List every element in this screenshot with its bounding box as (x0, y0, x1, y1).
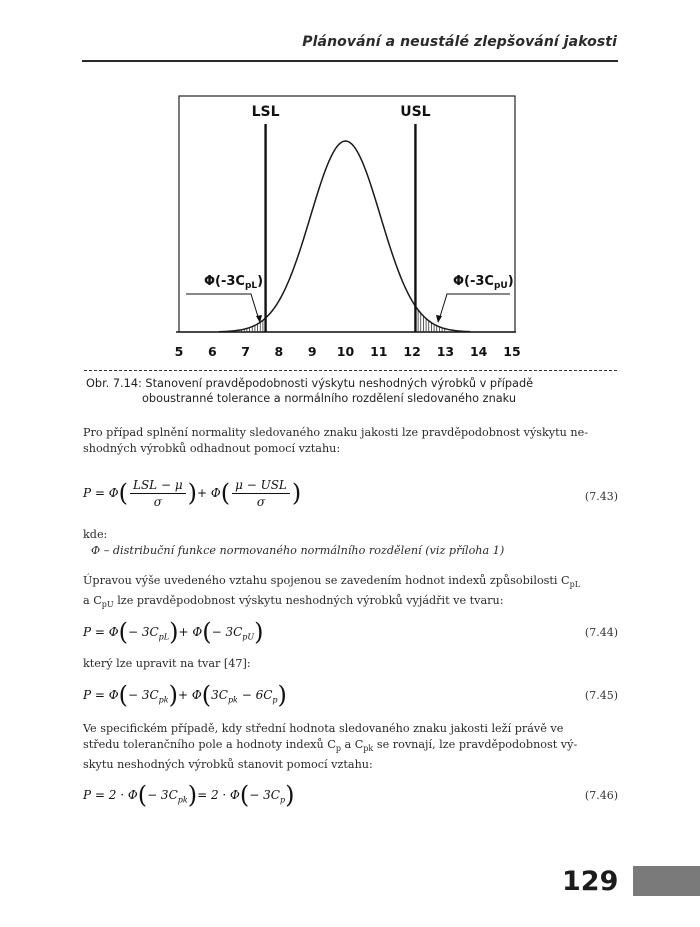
eq745-a: P = Φ (83, 688, 119, 702)
eq746-d: − 3C (249, 788, 280, 802)
chart-frame (179, 96, 515, 332)
p4-line-2 (83, 737, 618, 757)
p2-line-1-text: Úpravou výše uvedeného vztahu spojenou se zavedením hodnot indexů způsobilosti C (83, 574, 570, 587)
x-tick-label: 8 (274, 344, 284, 359)
p2-line-2-pre: a C (83, 594, 102, 608)
p4-sub-pk: pk (363, 744, 374, 754)
eq743-den-1: σ (153, 495, 162, 509)
p1-line-2: shodných výrobků odhadnout pomocí vztahu: (83, 442, 341, 455)
eq745-e: − 6C (237, 688, 273, 702)
eq743-num-1: LSL − μ (130, 478, 186, 494)
x-tick-label: 6 (207, 344, 217, 359)
eq746-ds: p (279, 795, 286, 805)
eq745-number: (7.45) (584, 689, 618, 702)
x-tick-label: 11 (370, 344, 388, 359)
p2-line-2-post: lze pravděpodobnost výskytu neshodných výrobků vyjádřit ve tvaru: (113, 594, 504, 608)
eq746-bs: pk (177, 795, 188, 805)
p4-line-1: Ve specifickém případě, kdy střední hodnota sledovaného znaku jakosti leží právě ve (83, 722, 564, 735)
page-number: 129 (562, 866, 619, 897)
lsl-label: LSL (251, 104, 280, 120)
p4-line-2-pre: středu tolerančního pole a hodnoty indexů C (83, 738, 336, 751)
arrowhead-right (436, 315, 442, 323)
eq745-es: p (272, 695, 278, 705)
eq743-number: (7.43) (584, 490, 618, 503)
equation-7-46: $P = 2 \cdot \Phi(- 3C_{pk})= 2 \cdot \Phi(- 3C_p)$ (7.46) (83, 781, 618, 809)
normal-curve (219, 141, 470, 332)
equation-7-44: $P = \Phi(- 3C_{pL})+ \Phi(- 3C_{pU})$ (7.44) (83, 618, 618, 646)
leader-right (439, 294, 510, 320)
x-tick-label: 15 (503, 344, 521, 359)
usl-label: USL (400, 104, 431, 120)
eq743-lhs: P = Φ (83, 486, 119, 500)
paragraph-4 (83, 721, 618, 773)
caption-line-1: Obr. 7.14: Stanovení pravděpodobnosti výskytu neshodných výrobků v případě (86, 377, 534, 390)
equation-7-43: P = Φ( $\frac{\text{LSL − μ}}{\sigma}$ )+ Φ( $\frac{\text{μ − USL}}{\sigma}$ ) (7.43) (83, 478, 618, 509)
header-rule (82, 60, 618, 62)
annotation-right: $\Phi(-3C_{pU})$ (453, 274, 514, 291)
p2-line-1 (83, 573, 618, 593)
annotation-left: $\Phi(-3C_{pL})$ (204, 274, 264, 291)
eq744-number: (7.44) (584, 626, 618, 639)
page-tab (633, 866, 700, 896)
p3-line: který lze upravit na tvar [47]: (83, 657, 251, 670)
figure-caption (86, 376, 616, 406)
eq744-a: P = Φ (83, 625, 119, 639)
eq744-bs: pL (158, 632, 170, 642)
eq746-b: − 3C (147, 788, 178, 802)
eq746-number: (7.46) (584, 789, 618, 802)
eq745-c: + Φ (178, 688, 202, 702)
normal-distribution-chart (150, 92, 530, 364)
p1-line-1: Pro případ splnění normality sledovaného znaku jakosti lze pravděpodobnost výskytu ne- (83, 426, 588, 439)
paragraph-2 (83, 573, 618, 613)
p2-line-2 (83, 593, 618, 613)
kde-label: kde: (83, 528, 108, 541)
x-tick-label: 12 (403, 344, 421, 359)
eq745-bs: pk (158, 695, 169, 705)
eq744-ds: pU (242, 632, 255, 642)
p4-sub-p: p (335, 744, 341, 754)
running-header: Plánování a neustálé zlepšování jakosti (302, 34, 617, 50)
eq743-plus: + Φ (197, 486, 221, 500)
equation-7-45: $P = \Phi(- 3C_{pk})+ \Phi(3C_{pk} - 6C_p)$ (7.45) (83, 681, 618, 709)
p4-line-3: skytu neshodných výrobků stanovit pomocí vztahu: (83, 758, 373, 772)
leader-left (186, 294, 259, 320)
phi-definition: Φ – distribuční funkce normovaného normálního rozdělení (viz příloha 1) (91, 544, 505, 557)
x-tick-label: 5 (174, 344, 184, 359)
p2-sub-pl: pL (569, 580, 581, 590)
x-tick-label: 14 (469, 344, 488, 359)
eq746-a: P = 2 · Φ (83, 788, 138, 802)
eq743-den-2: σ (256, 495, 266, 509)
eq743-frac-2 (232, 478, 290, 509)
paragraph-3 (83, 656, 618, 672)
eq745-b: − 3C (127, 688, 159, 702)
eq745-ds: pk (227, 695, 238, 705)
eq745-d: 3C (211, 688, 228, 702)
eq744-c: + Φ (178, 625, 203, 639)
eq743-frac-1 (130, 478, 186, 509)
eq744-d: − 3C (211, 625, 243, 639)
p2-sub-pu: pU (101, 600, 114, 610)
eq743-num-2: μ − USL (232, 478, 290, 494)
x-tick-label: 10 (336, 344, 355, 359)
x-tick-label: 9 (307, 344, 317, 359)
caption-separator (84, 370, 617, 371)
p4-line-2-mid: a C (340, 738, 364, 751)
eq746-c: = 2 · Φ (197, 788, 240, 802)
caption-line-2: oboustranné tolerance a normálního rozdělení sledovaného znaku (142, 392, 517, 405)
definitions (83, 527, 618, 559)
p4-line-2-post: se rovnají, lze pravděpodobnost vý- (373, 738, 578, 751)
eq744-b: − 3C (127, 625, 159, 639)
x-tick-label: 13 (436, 344, 455, 359)
paragraph-1 (83, 425, 618, 457)
x-tick-label: 7 (241, 344, 250, 359)
